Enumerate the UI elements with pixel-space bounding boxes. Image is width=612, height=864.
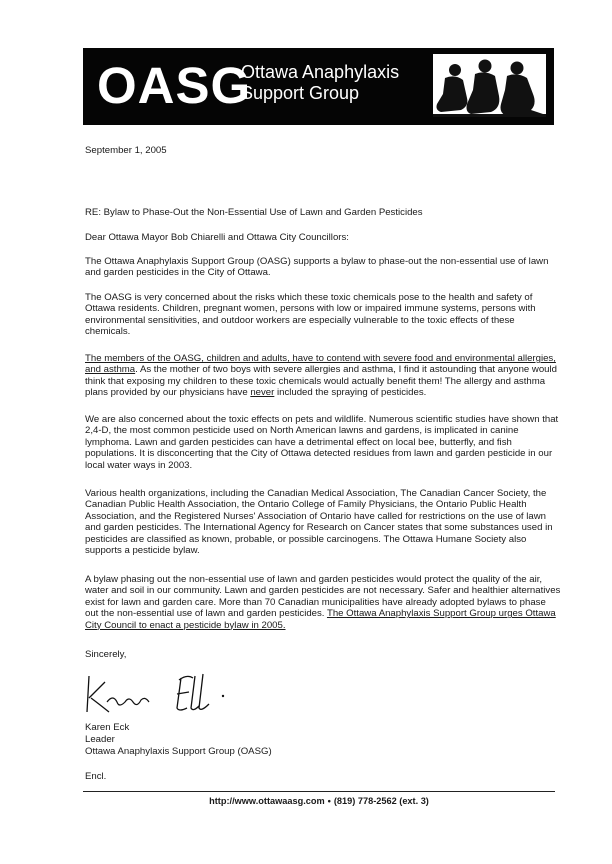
subject-line: RE: Bylaw to Phase-Out the Non-Essential Use of Lawn and Garden Pesticides	[85, 207, 423, 218]
paragraph-risks	[85, 292, 561, 338]
closing: Sincerely,	[85, 649, 127, 660]
paragraph-support	[85, 256, 561, 279]
paragraph-risks-text: The OASG is very concerned about the risks which these toxic chemicals pose to the health and safety of Ottawa residents. Children, pregnant women, persons with low or impaired immune systems, persons with environmental sensitivities, and outdoor workers are especially vulnerable to the toxic effects of these chemicals.	[85, 292, 536, 338]
bylaw-underlined-text: The Ottawa Anaphylaxis Support Group urges Ottawa City Council to enact a pesticide bylaw in 2005.	[85, 608, 556, 631]
salutation: Dear Ottawa Mayor Bob Chiarelli and Ottawa City Councillors:	[85, 232, 349, 243]
paragraph-bylaw	[85, 574, 561, 631]
organization-name	[241, 62, 399, 104]
handwritten-signature	[83, 668, 283, 718]
group-photo	[433, 54, 546, 117]
paragraph-members	[85, 353, 561, 399]
letter-date: September 1, 2005	[85, 145, 167, 156]
footer-separator: •	[327, 796, 331, 806]
website-link[interactable]: http://www.ottawaasg.com	[209, 796, 325, 806]
never-emphasis: never	[250, 387, 275, 399]
members-body-text: . As the mother of two boys with severe allergies and asthma, I find it astounding that anyone would think that exposing my children to these toxic chemicals would actually benefit them! The allergy and asthma plans provided by our physicians have	[85, 364, 557, 399]
paragraph-organizations	[85, 488, 561, 556]
signer-name: Karen Eck	[85, 722, 130, 733]
silhouette-figures-image	[433, 54, 546, 117]
paragraph-wildlife	[85, 414, 561, 471]
footer-divider	[83, 791, 555, 792]
organization-name-line-2: Support Group	[241, 83, 360, 103]
oasg-logo: OASG	[97, 57, 252, 114]
footer-contact	[83, 796, 555, 807]
letterhead-banner	[83, 48, 554, 125]
signer-organization: Ottawa Anaphylaxis Support Group (OASG)	[85, 746, 272, 757]
paragraph-support-text: The Ottawa Anaphylaxis Support Group (OASG) supports a bylaw to phase-out the non-essential use of lawn and garden pesticides in the City of Ottawa.	[85, 256, 549, 279]
paragraph-organizations-text: Various health organizations, including the Canadian Medical Association, The Canadian Cancer Society, the Canadian Public Health Association, the Ontario College of Family Physicians, the Ontario Public Health Association, and the Registered Nurses' Association of Ontario have called for restrictions on the use of lawn and garden pesticides. The International Agency for Research on Cancer states that some substances used in pesticides are classified as known, probable, or possible carcinogens. The Ottawa Humane Society also supports a pesticide bylaw.	[85, 488, 553, 557]
paragraph-wildlife-text: We are also concerned about the toxic effects on pets and wildlife. Numerous scientific studies have shown that 2,4-D, the most common pesticide used on North American lawns and gardens, is implicated in canine lymphoma. Lawn and garden pesticides can have a detrimental effect on local bee, butterfly, and fish populations. It is disconcerting that the City of Ottawa detected residues from lawn and garden pesticide in our local water ways in 2003.	[85, 414, 559, 471]
members-end-text: included the spraying of pesticides.	[274, 387, 427, 399]
paragraph-members-text	[85, 353, 561, 399]
enclosure-note: Encl.	[85, 771, 107, 782]
paragraph-bylaw-text	[85, 574, 561, 631]
organization-name-line-1: Ottawa Anaphylaxis	[241, 62, 400, 82]
phone-number: (819) 778-2562 (ext. 3)	[333, 796, 429, 806]
bylaw-body-text: A bylaw phasing out the non-essential use of lawn and garden pesticides would protect the quality of the air, water and soil in our community. Lawn and garden pesticides are not necessary. Safer and healthier alternatives exist for lawn and garden care. More than 70 Canadian municipalities have already adopted bylaws to phase out the non-essential use of lawn and garden pesticides.	[85, 574, 561, 620]
members-underlined-text: The members of the OASG, children and adults, have to contend with severe food and environmental allergies, and asthma	[85, 353, 556, 376]
signer-title: Leader	[85, 734, 115, 745]
